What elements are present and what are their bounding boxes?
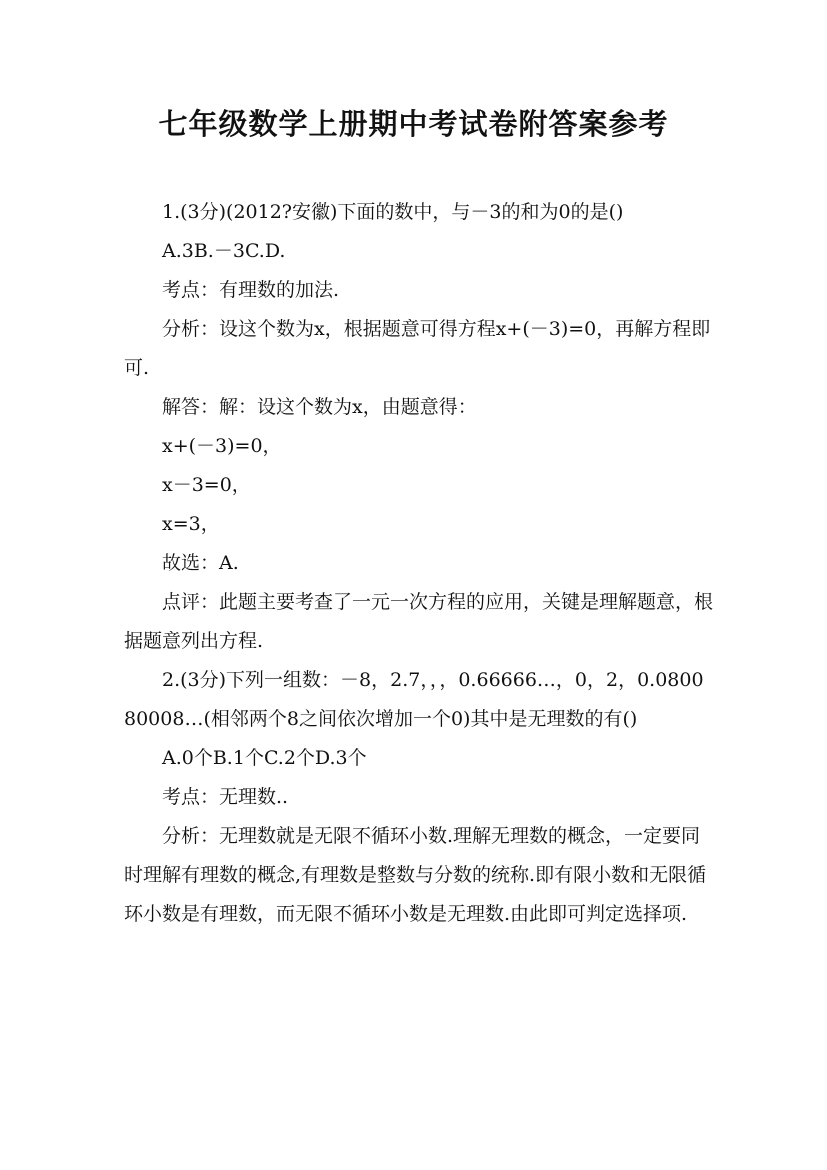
paragraph-q1-analysis: 分析：设这个数为x，根据题意可得方程x+(－3)=0，再解方程即可. <box>124 318 711 379</box>
paragraph-q1-solution: 解答：解：设这个数为x，由题意得： <box>162 396 477 418</box>
paragraph-q1-step-3: x=3， <box>162 513 220 535</box>
paragraph-q1-step-1: x+(－3)=0， <box>162 435 282 457</box>
paragraph-q1-topic: 考点：有理数的加法. <box>162 279 340 301</box>
paragraph-q1-step-2: x－3=0， <box>162 474 251 496</box>
paragraph-q2-options: A.0个B.1个C.2个D.3个 <box>162 747 367 769</box>
paragraph-q1: 1.(3分)(2012?安徽)下面的数中，与－3的和为0的是() <box>162 201 624 223</box>
paragraph-q1-comment: 点评：此题主要考查了一元一次方程的应用，关键是理解题意，根据题意列出方程. <box>124 591 714 652</box>
document-body <box>124 193 714 934</box>
paragraph-q2-topic: 考点：无理数.. <box>162 786 289 808</box>
document-title: 七年级数学上册期中考试卷附答案参考 <box>158 107 669 141</box>
paragraph-q2: 2.(3分)下列一组数：－8，2.7，，，0.66666…，0，2，0.080080008…(相邻两个8之间依次增加一个0)其中是无理数的有() <box>124 669 704 730</box>
paragraph-q2-analysis: 分析：无理数就是无限不循环小数.理解无理数的概念，一定要同时理解有理数的概念,有理数是整数与分数的统称.即有限小数和无限循环小数是有理数，而无限不循环小数是无理数.由此即可判定选择项. <box>124 825 707 925</box>
paragraph-q1-answer: 故选：A. <box>162 552 239 574</box>
paragraph-q1-options: A.3B.－3C.D. <box>162 240 286 262</box>
